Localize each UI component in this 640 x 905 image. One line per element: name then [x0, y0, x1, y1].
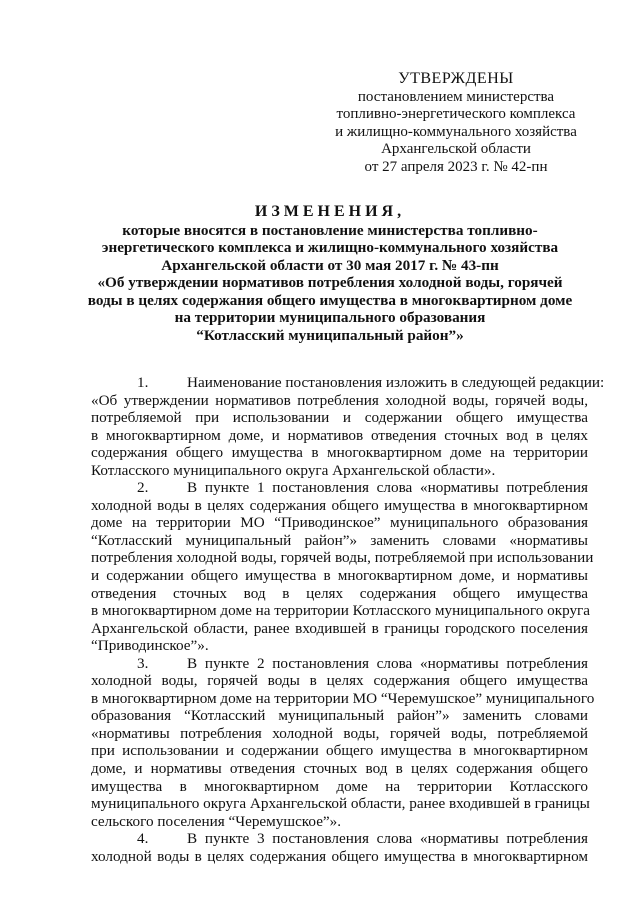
paragraph-line: в многоквартирном доме на территории МО “Черемушское” муниципального: [91, 689, 595, 707]
paragraph-line: и содержании общего имущества в многоквартирном доме, и нормативы: [91, 567, 588, 585]
paragraph-line: “Котласский муниципальный район”» заменить словами «нормативы: [91, 531, 588, 549]
paragraph-line: «нормативы потребления холодной воды, горячей воды, потребляемой: [91, 724, 588, 742]
paragraph-line: сельского поселения “Черемушское”».: [91, 812, 342, 830]
item-number: 4.: [137, 830, 149, 848]
paragraph-line: содержания общего имущества в многоквартирном доме на территории: [91, 444, 588, 462]
approval-line: и жилищно-коммунального хозяйства: [335, 123, 577, 140]
approval-line: постановлением министерства: [357, 88, 555, 105]
paragraph-item-4: [91, 830, 588, 865]
paragraph-line: муниципального округа Архангельской области, ранее входившей в границы: [91, 795, 590, 813]
paragraph-line: отведения сточных вод в целях содержания общего имущества: [91, 584, 588, 602]
line-text: В пункте 2 постановления слова «нормативы потребления: [187, 654, 588, 672]
heading-title: ИЗМЕНЕНИЯ,: [254, 203, 406, 220]
approval-line: Архангельской области: [381, 141, 531, 158]
approval-line: от 27 апреля 2023 г. № 42-пн: [364, 158, 548, 175]
paragraph-line: холодной воды в целях содержания общего имущества в многоквартирном: [91, 496, 588, 514]
paragraph-line: потребляемой при использовании и содержании общего имущества: [91, 409, 588, 427]
paragraph-line: холодной воды в целях содержания общего имущества в многоквартирном: [91, 847, 588, 865]
paragraph-line: образования “Котласский муниципальный район”» заменить словами: [91, 707, 588, 725]
heading-line: которые вносятся в постановление министерства топливно-: [122, 221, 538, 239]
document-heading: [80, 203, 580, 344]
item-number: 1.: [137, 374, 149, 391]
paragraph-item-3: [91, 654, 595, 830]
paragraph-item-1: [91, 374, 605, 479]
paragraph-line: [91, 655, 588, 673]
line-text: В пункте 1 постановления слова «нормативы потребления: [187, 479, 588, 497]
approval-block: [330, 70, 582, 177]
heading-line: воды в целях содержания общего имущества в многоквартирном доме: [87, 291, 573, 309]
paragraph-line: Архангельской области, ранее входившей в границы городского поселения: [91, 619, 588, 637]
paragraph-line: доме на территории МО “Приводинское” муниципального образования: [91, 514, 588, 532]
paragraph-line: имущества в многоквартирном доме на территории Котласского: [91, 777, 588, 795]
paragraph-line: [91, 479, 588, 497]
paragraph-line: потребления холодной воды, горячей воды, потребляемой при использовании: [91, 549, 594, 567]
item-number: 3.: [137, 654, 149, 672]
heading-line: Архангельской области от 30 мая 2017 г. № 43-пн: [161, 256, 499, 274]
approval-title: УТВЕРЖДЕНЫ: [398, 70, 514, 87]
heading-line: “Котласский муниципальный район”»: [196, 326, 464, 344]
paragraph-line: [91, 830, 588, 848]
line-text: В пункте 3 постановления слова «нормативы потребления: [187, 830, 588, 848]
paragraph-line: доме, и нормативы отведения сточных вод в целях содержания общего: [91, 760, 588, 778]
paragraph-line: Котласского муниципального округа Архангельской области».: [91, 461, 496, 479]
paragraph-line: холодной воды, горячей воды в целях содержания общего имущества: [91, 672, 588, 690]
paragraph-line: в многоквартирном доме, и нормативов отведения сточных вод в целях: [91, 426, 588, 444]
item-number: 2.: [137, 479, 149, 497]
paragraph-item-2: [91, 479, 594, 655]
paragraph-line: при использовании и содержании общего имущества в многоквартирном: [91, 742, 588, 760]
paragraph-line: [91, 374, 605, 392]
paragraph-line: “Приводинское”».: [91, 637, 209, 655]
heading-line: «Об утверждении нормативов потребления холодной воды, горячей: [97, 274, 563, 291]
line-text: Наименование постановления изложить в следующей редакции:: [187, 374, 605, 391]
heading-line: на территории муниципального образования: [174, 309, 486, 326]
paragraph-line: «Об утверждении нормативов потребления холодной воды, горячей воды,: [91, 391, 588, 409]
paragraph-line: в многоквартирном доме на территории Котласского муниципального округа: [91, 602, 591, 620]
document-body: [91, 374, 605, 865]
approval-line: топливно-энергетического комплекса: [336, 106, 576, 123]
heading-line: энергетического комплекса и жилищно-коммунального хозяйства: [101, 239, 559, 256]
